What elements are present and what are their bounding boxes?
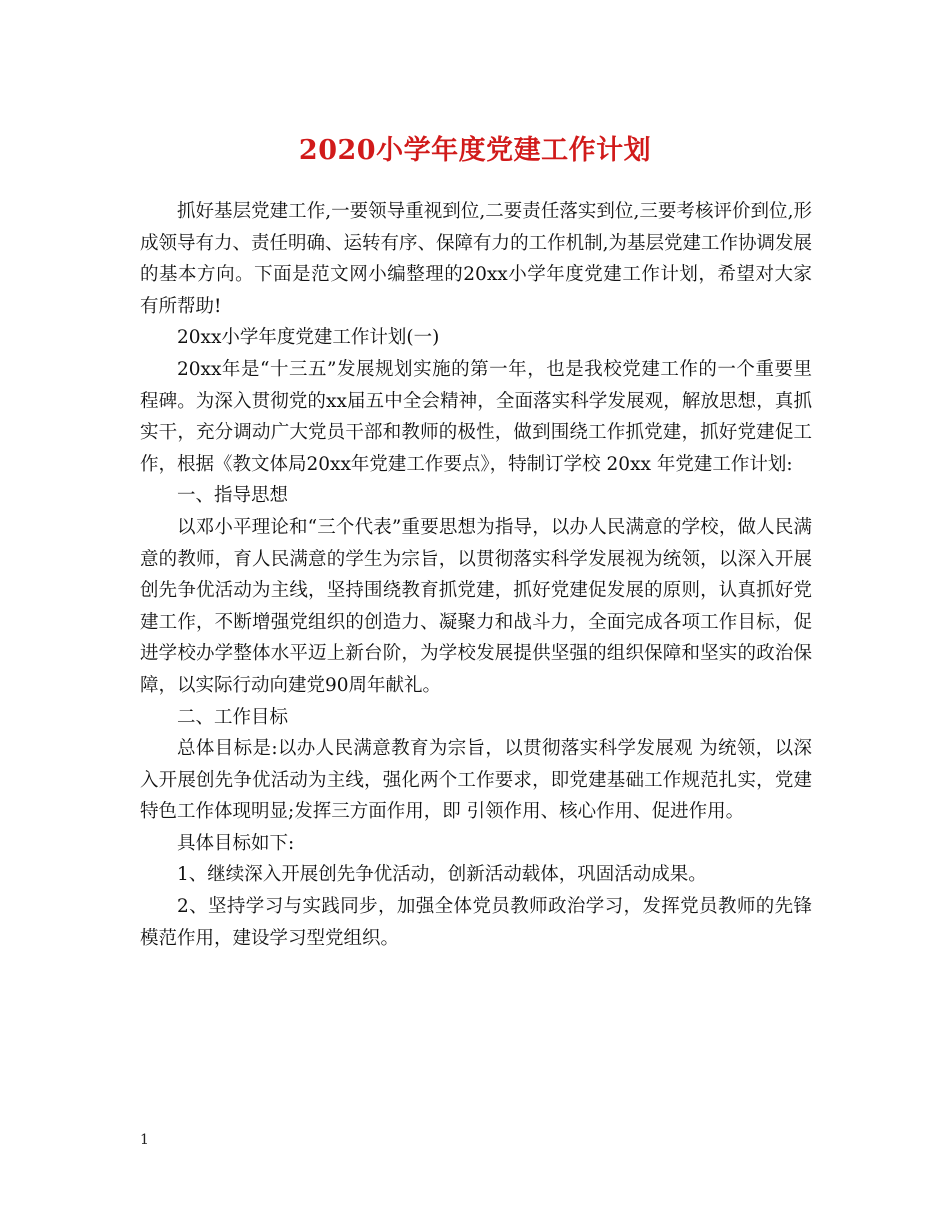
section-heading-guiding-thought: 一、指导思想 <box>177 485 289 507</box>
plan-heading: 20xx小学年度党建工作计划(一) <box>177 327 440 349</box>
section-heading-work-goals: 二、工作目标 <box>177 706 289 728</box>
guiding-thought-paragraph: 以邓小平理论和“三个代表”重要思想为指导，以办人民满意的学校，做人民满意的教师，育人民满意的学生为宗旨，以贯彻落实科学发展视为统领，以深入开展创先争优活动为主线，坚持围绕教育抓党建，抓好党建促发展的原则，认真抓好党建工作，不断增强党组织的创造力、凝聚力和战斗力，全面完成各项工作目标，促进学校办学整体水平迈上新台阶，为学校发展提供坚强的组织保障和坚实的政治保障，以实际行动向建党90周年献礼。 <box>140 516 812 696</box>
specific-goals-heading: 具体目标如下: <box>177 832 295 854</box>
document-title: 2020小学年度党建工作计划 <box>298 135 652 166</box>
overview-paragraph: 20xx年是“十三五”发展规划实施的第一年，也是我校党建工作的一个重要里程碑。为深入贯彻党的xx届五中全会精神，全面落实科学发展观，解放思想，真抓实干，充分调动广大党员干部和教师的极性，做到围绕工作抓党建，抓好党建促工作，根据《教文体局20xx年党建工作要点》，特制订学校 20xx 年党建工作计划: <box>140 358 812 475</box>
page-number: 1 <box>140 1132 149 1148</box>
goal-item-1: 1、继续深入开展创先争优活动，创新活动载体，巩固活动成果。 <box>177 864 707 886</box>
document-body <box>140 196 812 954</box>
overall-goals-paragraph: 总体目标是:以办人民满意教育为宗旨，以贯彻落实科学发展观 为统领，以深入开展创先争优活动为主线，强化两个工作要求，即党建基础工作规范扎实，党建特色工作体现明显;发挥三方面作用，即 引领作用、核心作用、促进作用。 <box>140 738 812 823</box>
goal-item-2: 2、坚持学习与实践同步，加强全体党员教师政治学习，发挥党员教师的先锋模范作用，建设学习型党组织。 <box>140 896 812 949</box>
intro-paragraph: 抓好基层党建工作,一要领导重视到位,二要责任落实到位,三要考核评价到位,形成领导有力、责任明确、运转有序、保障有力的工作机制,为基层党建工作协调发展的基本方向。下面是范文网小编整理的20xx小学年度党建工作计划，希望对大家有所帮助! <box>140 201 812 317</box>
